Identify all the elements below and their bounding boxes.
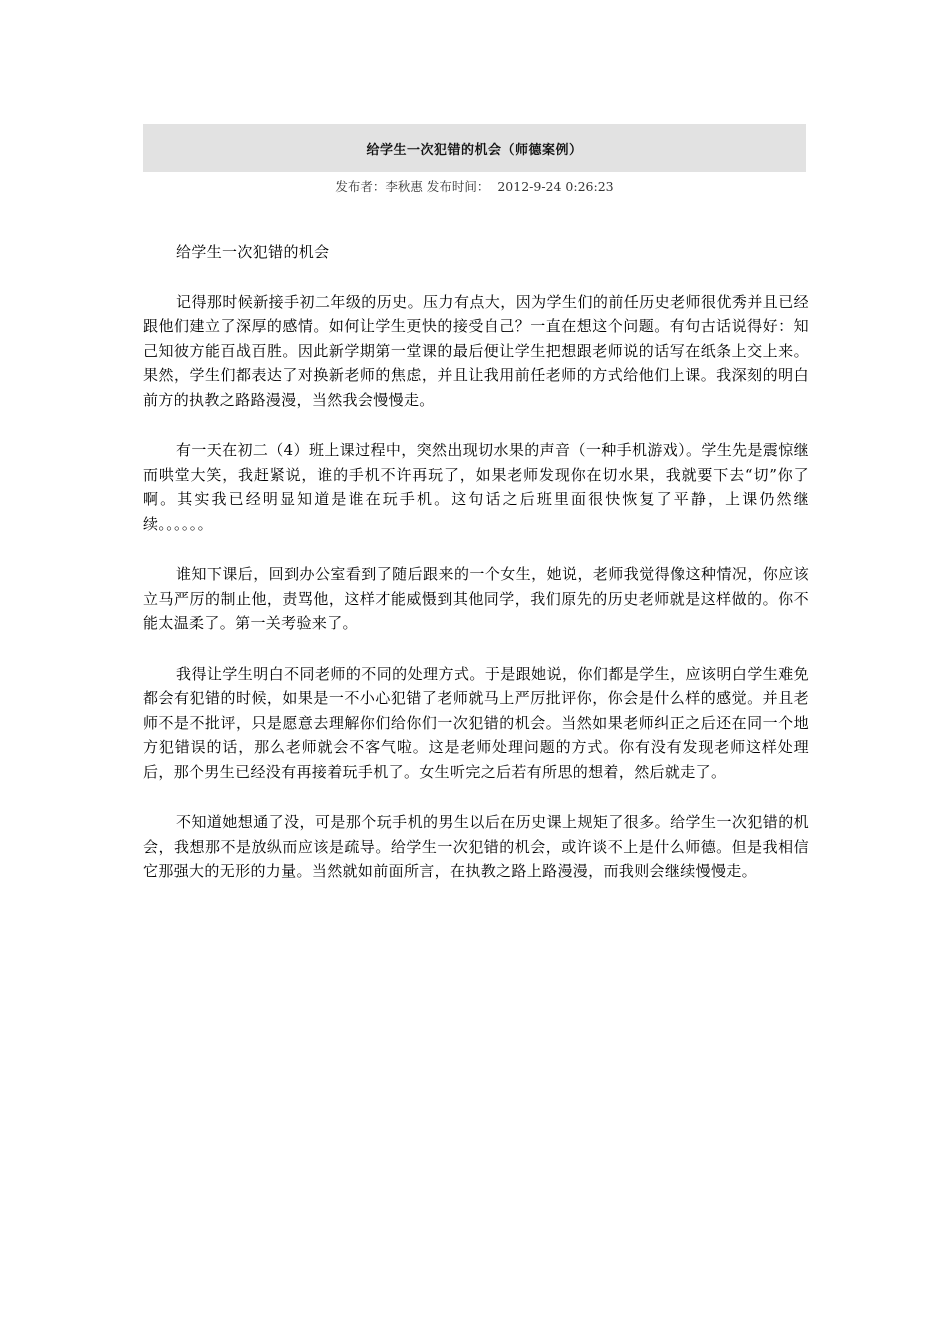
publisher-name: 李秋惠 bbox=[385, 179, 423, 194]
body-heading: 给学生一次犯错的机会 bbox=[176, 243, 330, 261]
paragraph-4: 我得让学生明白不同老师的不同的处理方式。于是跟她说，你们都是学生，应该明白学生难免都会有犯错的时候，如果是一不小心犯错了老师就马上严厉批评你，你会是什么样的感觉。并且老师不是不批评，只是愿意去理解你们给你们一次犯错的机会。当然如果老师纠正之后还在同一个地方犯错误的话，那么老师就会不客气啦。这是老师处理问题的方式。你有没有发现老师这样处理后，那个男生已经没有再接着玩手机了。女生听完之后若有所思的想着，然后就走了。 bbox=[143, 664, 809, 781]
title-bar bbox=[143, 124, 806, 172]
publish-time: 2012-9-24 0:26:23 bbox=[497, 179, 614, 194]
paragraph-1: 记得那时候新接手初二年级的历史。压力有点大，因为学生们的前任历史老师很优秀并且已经跟他们建立了深厚的感情。如何让学生更快的接受自己？一直在想这个问题。有句古话说得好：知己知彼方能百战百胜。因此新学期第一堂课的最后便让学生把想跟老师说的话写在纸条上交上来。果然，学生们都表达了对换新老师的焦虑，并且让我用前任老师的方式给他们上课。我深刻的明白前方的执教之路路漫漫，当然我会慢慢走。 bbox=[143, 292, 809, 409]
article-meta bbox=[143, 177, 806, 195]
paragraph-5: 不知道她想通了没，可是那个玩手机的男生以后在历史课上规矩了很多。给学生一次犯错的机会，我想那不是放纵而应该是疏导。给学生一次犯错的机会，或许谈不上是什么师德。但是我相信它那强大的无形的力量。当然就如前面所言，在执教之路上路漫漫，而我则会继续慢慢走。 bbox=[143, 813, 809, 880]
paragraph-2: 有一天在初二（4）班上课过程中，突然出现切水果的声音（一种手机游戏）。学生先是震惊继而哄堂大笑，我赶紧说，谁的手机不许再玩了，如果老师发现你在切水果，我就要下去“切”你了啊。其实我已经明显知道是谁在玩手机。这句话之后班里面很快恢复了平静，上课仍然继续。。。。。。 bbox=[143, 441, 809, 533]
paragraph-3: 谁知下课后，回到办公室看到了随后跟来的一个女生，她说，老师我觉得像这种情况，你应该立马严厉的制止他，责骂他，这样才能威慑到其他同学，我们原先的历史老师就是这样做的。你不能太温柔了。第一关考验来了。 bbox=[143, 565, 809, 632]
article-body bbox=[143, 240, 809, 910]
article-title: 给学生一次犯错的机会（师德案例） bbox=[366, 142, 583, 158]
publisher-label: 发布者： bbox=[335, 179, 386, 194]
publish-time-label: 发布时间： bbox=[426, 179, 490, 194]
